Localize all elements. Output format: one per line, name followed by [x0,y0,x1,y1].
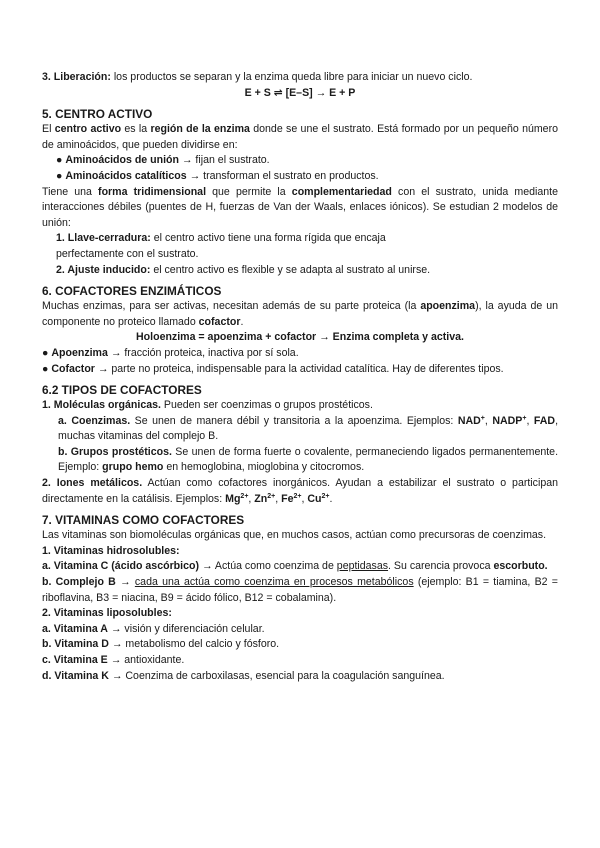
bullet-icon: ● [42,362,49,375]
list-item: b. Vitamina D → metabolismo del calcio y fósforo. [42,638,280,651]
water-soluble-heading: 1. Vitaminas hidrosolubles: [42,544,180,557]
list-item: c. Vitamina E → antioxidante. [42,654,185,666]
active-site-intro: El centro activo es la región de la enzima donde se une el sustrato. Está formado por un pequeño número de aminoácidos, que pueden dividirse en: [42,123,558,151]
complex-b: b. Complejo B → cada una actúa como coenzima en procesos metabólicos (ejemplo: B1 = tiamina, B2 = riboflavina, B3 = niacina, B9 = ácido fólico, B12 = cobalamina). [42,576,558,604]
coenzymes: a. Coenzimas. Se unen de manera débil y transitoria a la apoenzima. Ejemplos: NAD+, NADP+, FAD, muchas vitaminas del complejo B. [58,414,559,443]
reaction-equation: E + S ⇌ [E–S] → E + P [244,86,356,99]
list-item: ● Aminoácidos de unión → fijan el sustrato. [56,154,270,167]
section-7-heading: 7. VITAMINAS COMO COFACTORES [42,513,245,528]
list-item: ● Cofactor → parte no proteica, indispensable para la actividad catalítica. Hay de diferentes tipos. [42,362,504,375]
vitamins-intro: Las vitaminas son biomoléculas orgánicas que, en muchos casos, actúan como precursoras de coenzimas. [42,529,547,542]
model-lock-key: 1. Llave-cerradura: el centro activo tiene una forma rígida que encaja [56,232,386,245]
prosthetic-groups: b. Grupos prostéticos. Se unen de forma fuerte o covalente, permaneciendo ligados permanentemente. Ejemplo: grupo hemo en hemoglobina, mioglobina y citocromos. [58,445,559,474]
holoenzyme-formula: Holoenzima = apoenzima + cofactor → Enzima completa y activa. [136,331,464,344]
fat-soluble-heading: 2. Vitaminas liposolubles: [42,607,172,620]
model-lock-key-cont: perfectamente con el sustrato. [56,247,199,260]
model-induced-fit: 2. Ajuste inducido: el centro activo es flexible y se adapta al sustrato al unirse. [56,263,431,276]
list-item: ● Aminoácidos catalíticos → transforman el sustrato en productos. [56,169,379,182]
liberation-step: 3. Liberación: los productos se separan y la enzima queda libre para iniciar un nuevo ciclo. [42,71,473,83]
list-item: ● Apoenzima → fracción proteica, inactiva por sí sola. [42,346,299,359]
bullet-icon: ● [42,346,49,359]
cofactors-intro: Muchas enzimas, para ser activas, necesitan además de su parte proteica (la apoenzima), la ayuda de un componente no proteico llamado cofactor. [42,300,558,328]
vitamin-c: a. Vitamina C (ácido ascórbico) → Actúa como coenzima de peptidasas. Su carencia provoca escorbuto. [42,560,548,573]
section-5-heading: 5. CENTRO ACTIVO [42,107,153,122]
active-site-shape: Tiene una forma tridimensional que permite la complementariedad con el sustrato, unida mediante interacciones débiles (puentes de H, fuerzas de Van der Waals, enlaces iónicos). Se estudian 2 modelos de unión: [42,185,558,229]
list-item: a. Vitamina A → visión y diferenciación celular. [42,622,265,635]
list-item: d. Vitamina K → Coenzima de carboxilasas, esencial para la coagulación sanguínea. [42,669,445,682]
section-6-2-heading: 6.2 TIPOS DE COFACTORES [42,383,202,398]
section-6-heading: 6. COFACTORES ENZIMÁTICOS [42,284,222,299]
organic-molecules: 1. Moléculas orgánicas. Pueden ser coenzimas o grupos prostéticos. [42,399,373,412]
bullet-icon: ● [56,154,63,167]
document-body [42,70,558,684]
bullet-icon: ● [56,169,63,182]
metal-ions: 2. Iones metálicos. Actúan como cofactores inorgánicos. Ayudan a estabilizar el sustrato o participan directamente en la catálisis. Ejemplos: $Mg^{2+}$, $Zn^{2+}$, $Fe^{2+}$, $Cu^{2+}$. [42,477,558,505]
